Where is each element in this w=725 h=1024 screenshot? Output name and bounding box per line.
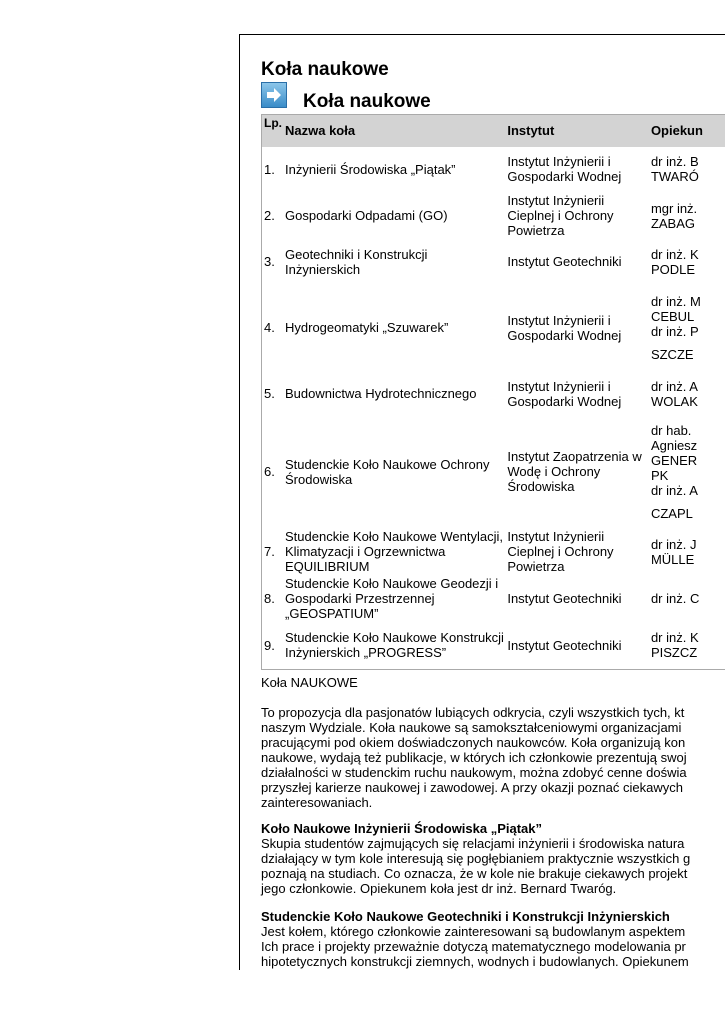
- row-name: Gospodarki Odpadami (GO): [285, 208, 448, 223]
- row-lp: 7.: [264, 544, 275, 559]
- row-institute: Instytut Geotechniki: [507, 591, 622, 606]
- supervisor-line: WOLAK: [650, 393, 698, 409]
- club-piatak-paragraph: [261, 821, 725, 896]
- row-name: Studenckie Koło Naukowe Wentylacji, Klimatyzacji i Ogrzewnictwa EQUILIBRIUM: [285, 529, 503, 574]
- page-title: Koła naukowe: [261, 59, 389, 80]
- supervisor-line: PISZCZ: [650, 645, 698, 661]
- row-supervisor: [648, 372, 725, 416]
- club-title-text: Studenckie Koło Naukowe Geotechniki i Konstrukcji Inżynierskich: [261, 909, 670, 924]
- club-line: jego członkowie. Opiekunem koła jest dr inż. Bernard Twaróg.: [261, 881, 617, 896]
- club-line: Skupia studentów zajmujących się relacjami inżynierii i środowiska natura: [261, 836, 685, 851]
- table-row: [262, 147, 725, 192]
- row-institute: Instytut Geotechniki: [507, 637, 622, 653]
- row-name: Studenckie Koło Naukowe Geodezji i Gospodarki Przestrzennej „GEOSPATIUM”: [285, 576, 499, 621]
- row-institute: Instytut Geotechniki: [507, 254, 622, 269]
- intro-line: przyszłej karierze naukowej i zawodowej. A przy okazji poznać ciekawych: [261, 780, 683, 795]
- row-supervisor: [648, 240, 725, 284]
- row-name: Studenckie Koło Naukowe Ochrony Środowiska: [285, 456, 490, 487]
- supervisor-line: dr inż. M: [650, 293, 701, 309]
- table-row: [262, 192, 725, 240]
- supervisor-line: SZCZE: [650, 346, 694, 362]
- row-institute: Instytut Inżynierii i Gospodarki Wodnej: [507, 378, 622, 409]
- club-title: [261, 821, 725, 836]
- supervisor-line: PODLE: [650, 261, 696, 277]
- row-lp: 5.: [264, 386, 275, 401]
- supervisor-line: ZABAG: [650, 215, 696, 231]
- supervisor-line: TWARÓ: [650, 169, 699, 184]
- row-supervisor: [648, 576, 725, 622]
- row-supervisor: [648, 192, 725, 240]
- section-title: Koła naukowe: [303, 91, 431, 112]
- table-row: [262, 284, 725, 372]
- row-lp: 3.: [264, 254, 275, 269]
- row-institute: Instytut Inżynierii i Gospodarki Wodnej: [507, 312, 622, 343]
- row-institute: Instytut Inżynierii Cieplnej i Ochrony Powietrza: [507, 529, 614, 574]
- header-supervisor: Opiekun: [650, 123, 703, 139]
- table-header-row: [262, 115, 725, 147]
- intro-line: zainteresowaniach.: [261, 795, 373, 810]
- table-row: [262, 416, 725, 528]
- table-row: [262, 528, 725, 576]
- supervisor-line: GENER: [650, 452, 698, 468]
- row-lp: 2.: [264, 208, 275, 223]
- row-institute: Instytut Inżynierii i Gospodarki Wodnej: [507, 154, 622, 184]
- row-institute: Instytut Zaopatrzenia w Wodę i Ochrony Środowiska: [507, 449, 642, 494]
- intro-line: To propozycja dla pasjonatów lubiących odkrycia, czyli wszystkich tych, kt: [261, 705, 685, 720]
- intro-paragraph: [261, 705, 725, 810]
- club-line: hipotetycznych konstrukcji ziemnych, wodnych i budowlanych. Opiekunem: [261, 954, 689, 969]
- document-frame: [239, 34, 725, 970]
- supervisor-line: PK: [650, 467, 669, 483]
- spacer: [651, 498, 725, 506]
- table-row: [262, 622, 725, 670]
- club-line: działający w tym kole interesują się pogłębianiem praktycznie wszystkich g: [261, 851, 691, 866]
- supervisor-line: dr inż. A: [650, 378, 698, 394]
- row-name: Inżynierii Środowiska „Piątak”: [285, 161, 456, 177]
- row-supervisor: [648, 416, 725, 528]
- header-institute: Instytut: [507, 123, 555, 139]
- supervisor-line: dr inż. J: [650, 536, 697, 552]
- row-name: Budownictwa Hydrotechnicznego: [285, 386, 477, 401]
- club-line: Ich prace i projekty przeważnie dotyczą matematycznego modelowania pr: [261, 939, 686, 954]
- supervisor-line: dr inż. C: [650, 591, 700, 606]
- row-lp: 6.: [264, 464, 275, 479]
- supervisor-line: dr inż. A: [650, 482, 698, 498]
- supervisor-line: CEBUL: [650, 308, 695, 324]
- intro-line: naukowe, wydają też publikacje, w których ich członkowie prezentują swoj: [261, 750, 687, 765]
- club-line: poznają na studiach. Co oznacza, że w kole nie brakuje ciekawych projekt: [261, 866, 688, 881]
- arrow-right-icon: [261, 82, 287, 108]
- supervisor-line: dr hab.: [650, 422, 692, 438]
- row-lp: 9.: [264, 637, 275, 653]
- table-row: [262, 372, 725, 416]
- row-name: Studenckie Koło Naukowe Konstrukcji Inżynierskich „PROGRESS”: [285, 630, 504, 661]
- row-supervisor: [648, 147, 725, 192]
- row-supervisor: [648, 284, 725, 372]
- row-name: Geotechniki i Konstrukcji Inżynierskich: [285, 246, 428, 277]
- club-title: [261, 909, 725, 924]
- row-supervisor: [648, 622, 725, 670]
- table-row: [262, 576, 725, 622]
- row-lp: 4.: [264, 320, 275, 335]
- intro-line: naszym Wydziale. Koła naukowe są samokształceniowymi organizacjami: [261, 720, 682, 735]
- club-geotechnika-paragraph: [261, 909, 725, 969]
- header-lp: Lp.: [264, 116, 282, 130]
- supervisor-line: dr inż. K: [650, 630, 699, 646]
- row-name: Hydrogeomatyki „Szuwarek”: [285, 320, 449, 335]
- header-name: Nazwa koła: [285, 123, 356, 139]
- row-institute: Instytut Inżynierii Cieplnej i Ochrony Powietrza: [507, 193, 614, 238]
- supervisor-line: dr inż. K: [650, 246, 699, 262]
- row-supervisor: [648, 528, 725, 576]
- supervisor-line: CZAPL: [650, 505, 693, 521]
- club-title-text: Koło Naukowe Inżynierii Środowiska „Piątak”: [261, 821, 543, 836]
- spacer: [651, 339, 725, 347]
- club-line: Jest kołem, którego członkowie zainteresowani są budowlanym aspektem: [261, 924, 686, 939]
- intro-line: pracującymi pod okiem doświadczonych naukowców. Koła organizują kon: [261, 735, 686, 750]
- supervisor-line: MÜLLE: [650, 551, 695, 567]
- supervisor-line: dr inż. P: [650, 323, 699, 339]
- supervisor-line: Agniesz: [650, 437, 698, 453]
- supervisor-line: mgr inż.: [650, 200, 698, 216]
- supervisor-line: dr inż. B: [650, 154, 699, 169]
- section-heading: Koła NAUKOWE: [261, 675, 358, 690]
- table-row: [262, 240, 725, 284]
- intro-line: działalności w studenckim ruchu naukowym, można zdobyć cenne doświa: [261, 765, 687, 780]
- clubs-table: [261, 114, 725, 670]
- row-lp: 1.: [264, 161, 275, 177]
- row-lp: 8.: [264, 591, 275, 606]
